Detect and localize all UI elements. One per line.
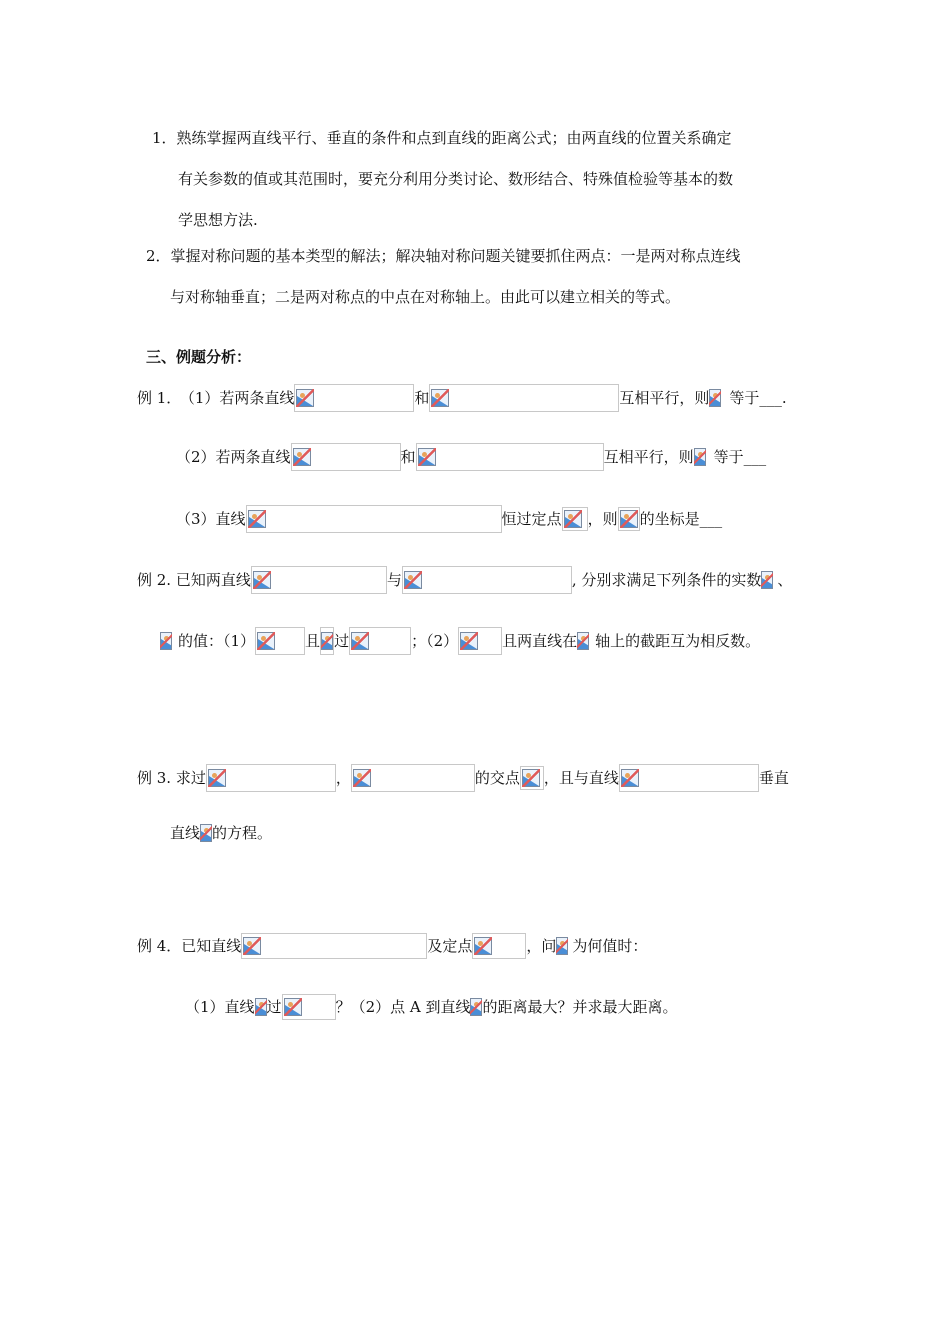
objective-1-text: 学思想方法.	[178, 211, 258, 229]
formula-image	[577, 629, 595, 653]
example-1-part-2	[176, 443, 766, 471]
example-3-line-2	[170, 821, 272, 844]
objective-2-text: 掌握对称问题的基本类型的解法；解决轴对称问题关键要抓住两点：一是两对称点连线	[170, 247, 741, 265]
example-3-line-1	[137, 764, 789, 792]
text: ，则	[587, 510, 618, 528]
text: 例 2. 已知两直线	[137, 571, 251, 589]
text: 过	[266, 998, 282, 1016]
example-4-line-1	[137, 933, 647, 959]
example-1-part-3	[176, 505, 722, 533]
text: 轴上的截距互为相反数。	[595, 632, 761, 650]
text: （3）直线	[176, 510, 246, 528]
text: 的距离最大？并求最大距离。	[482, 998, 678, 1016]
text: ？（2）点 A 到直线	[335, 998, 471, 1016]
objective-1-line-3	[178, 208, 258, 231]
objective-2-number: 2．	[146, 247, 171, 265]
formula-image	[200, 822, 212, 844]
formula-image	[282, 994, 336, 1020]
text: 等于___.	[729, 389, 787, 407]
formula-image	[429, 384, 619, 412]
example-4-line-2	[185, 994, 678, 1020]
text: 过	[334, 632, 350, 650]
formula-image	[458, 627, 502, 655]
formula-image	[291, 443, 401, 471]
text: （2）若两条直线	[176, 448, 291, 466]
formula-image	[470, 996, 482, 1018]
text: 且两直线在	[502, 632, 578, 650]
text: （1）直线	[185, 998, 255, 1016]
formula-image	[709, 387, 729, 409]
text: ，问	[526, 937, 557, 955]
text: ，	[335, 769, 351, 787]
formula-image	[694, 446, 714, 468]
example-1-label: 例 1．	[137, 389, 182, 407]
formula-image	[618, 507, 640, 531]
formula-image	[320, 627, 334, 655]
formula-image	[160, 629, 178, 653]
text: 直线	[170, 824, 201, 842]
objective-1-line-2	[178, 167, 733, 190]
text: 例 3. 求过	[137, 769, 206, 787]
formula-image	[520, 766, 544, 790]
text: , 分别求满足下列条件的实数	[571, 571, 762, 589]
formula-image	[402, 566, 572, 594]
objective-1-number: 1．	[152, 129, 177, 147]
text: 的坐标是___	[639, 510, 723, 528]
text: 和	[414, 389, 430, 407]
formula-image	[761, 568, 777, 592]
formula-image	[351, 764, 475, 792]
formula-image	[619, 764, 759, 792]
formula-image	[562, 507, 588, 531]
text: 的值：（1）	[178, 632, 256, 650]
formula-image	[246, 505, 502, 533]
text: 的方程。	[212, 824, 273, 842]
text: 垂直	[758, 769, 789, 787]
formula-image	[241, 933, 427, 959]
objective-1-text: 熟练掌握两直线平行、垂直的条件和点到直线的距离公式；由两直线的位置关系确定	[176, 129, 732, 147]
text: 和	[400, 448, 416, 466]
formula-image	[472, 933, 526, 959]
text: ；（2）	[411, 632, 459, 650]
objective-2-text: 与对称轴垂直；二是两对称点的中点在对称轴上。由此可以建立相关的等式。	[170, 288, 681, 306]
formula-image	[206, 764, 336, 792]
formula-image	[416, 443, 604, 471]
text: 、	[777, 571, 793, 589]
text: 等于___	[713, 448, 767, 466]
example-2-line-1	[137, 566, 792, 594]
objective-1-line-1	[152, 126, 732, 149]
section-title: 三、例题分析：	[146, 348, 252, 366]
formula-image	[294, 384, 414, 412]
formula-image	[556, 935, 572, 957]
formula-image	[251, 566, 387, 594]
text: 互相平行，则	[603, 448, 694, 466]
text: （1）若两条直线	[187, 389, 295, 407]
formula-image	[255, 996, 267, 1018]
text: 的交点	[474, 769, 520, 787]
example-2-line-2	[160, 627, 760, 655]
objective-2-line-1	[146, 244, 741, 267]
text: 恒过定点	[501, 510, 562, 528]
example-1-part-1	[137, 384, 787, 412]
text: 与	[386, 571, 402, 589]
objective-1-text: 有关参数的值或其范围时，要充分利用分类讨论、数形结合、特殊值检验等基本的数	[178, 170, 734, 188]
formula-image	[349, 627, 411, 655]
text: 互相平行，则	[619, 389, 710, 407]
text: 且	[305, 632, 321, 650]
text: 例 4．已知直线	[137, 937, 242, 955]
text: ，且与直线	[543, 769, 619, 787]
formula-image	[255, 627, 305, 655]
objective-2-line-2	[170, 285, 680, 308]
text: 为何值时：	[572, 937, 648, 955]
text: 及定点	[427, 937, 473, 955]
